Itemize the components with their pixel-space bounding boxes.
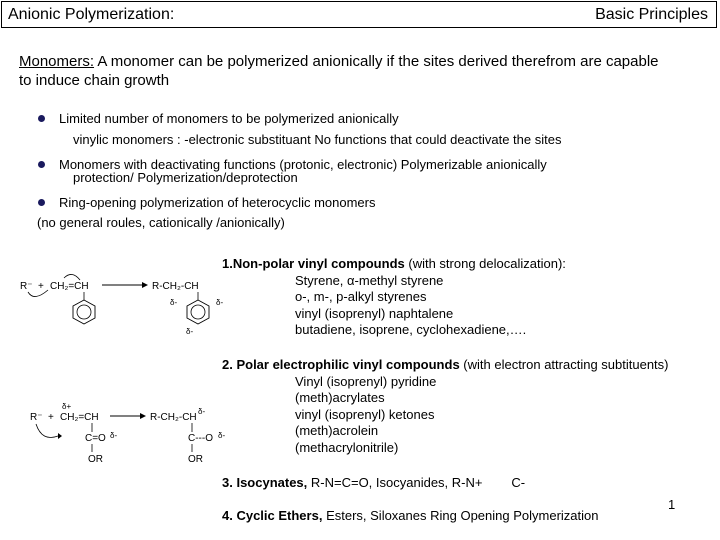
scheme2-delta-minus3: δ-	[218, 431, 226, 440]
acrylate-reaction-scheme	[28, 400, 238, 480]
monomer-item: vinyl (isoprenyl) ketones	[295, 406, 435, 422]
category-2-title: 2. Polar electrophilic vinyl compounds	[222, 357, 460, 372]
scheme2-monomer: CH₂=CH	[60, 412, 99, 423]
scheme1-delta1: δ-	[170, 298, 178, 307]
intro-paragraph	[19, 52, 669, 90]
category-4-note: Esters, Siloxanes Ring Opening Polymerization	[322, 508, 599, 523]
scheme2-delta-minus2: δ-	[198, 407, 206, 416]
scheme2-r: R⁻	[30, 412, 43, 423]
intro-label: Monomers:	[19, 53, 95, 70]
monomer-item: Vinyl (isoprenyl) pyridine	[295, 373, 437, 389]
scheme1-monomer: CH₂=CH	[50, 281, 89, 292]
monomer-item: (methacrylonitrile)	[295, 439, 399, 455]
bullet-3-line1: Ring-opening polymerization of heterocyclic monomers	[59, 195, 376, 210]
scheme2-plus: +	[48, 412, 54, 423]
scheme1-plus: +	[38, 281, 44, 292]
monomer-item: o-, m-, p-alkyl styrenes	[295, 289, 427, 304]
intro-text: A monomer can be polymerized anionically if the sites derived therefrom are capable to induce chain growth	[19, 53, 659, 89]
bullet-dot	[38, 115, 45, 122]
monomer-item: vinyl (isoprenyl) naphtalene	[295, 305, 454, 321]
scheme2-product: R-CH₂-CH	[150, 412, 197, 423]
category-3	[222, 475, 525, 492]
monomer-item: (meth)acrolein	[295, 423, 379, 438]
category-2-note: (with electron attracting subtituents)	[459, 357, 669, 372]
scheme2-or2: OR	[188, 454, 203, 465]
category-1-title: 1.Non-polar vinyl compounds	[222, 256, 405, 271]
slide-title: Anionic Polymerization:	[8, 6, 175, 23]
styrene-reaction-scheme	[18, 262, 228, 362]
scheme1-delta3: δ-	[186, 327, 194, 336]
category-2	[222, 357, 669, 456]
scheme1-r: R⁻	[20, 281, 33, 292]
monomer-item: Styrene, α-methyl styrene	[295, 272, 444, 288]
category-4-title: 4. Cyclic Ethers,	[222, 508, 323, 523]
scheme2-delta-plus: δ+	[62, 402, 72, 411]
bullet-3-line2: (no general roules, cationically /anionically)	[37, 215, 285, 230]
scheme2-or1: OR	[88, 454, 103, 465]
bullet-dot	[38, 199, 45, 206]
page-number: 1	[668, 497, 676, 512]
scheme2-delta-minus1: δ-	[110, 431, 118, 440]
scheme1-delta2: δ-	[216, 298, 224, 307]
scheme1-product: R-CH₂-CH	[152, 281, 199, 292]
bullet-2-line2: protection/ Polymerization/deprotection	[73, 170, 298, 185]
bullet-dot	[38, 161, 45, 168]
category-1-note: (with strong delocalization):	[404, 256, 566, 271]
slide-subtitle: Basic Principles	[595, 6, 708, 23]
category-4	[222, 508, 598, 525]
category-1	[222, 256, 566, 339]
bullet-2-line1: Monomers with deactivating functions (protonic, electronic) Polymerizable anionically	[59, 157, 547, 172]
scheme2-carbonyl2: C---O	[188, 433, 213, 444]
bullet-1-line2: vinylic monomers : -electronic substituant No functions that could deactivate the sites	[73, 132, 562, 147]
title-bar	[1, 1, 717, 28]
category-3-note: R-N=C=O, Isocyanides, R-N+ C-	[307, 475, 526, 490]
category-3-title: 3. Isocynates,	[222, 475, 308, 490]
monomer-item: butadiene, isoprene, cyclohexadiene,….	[295, 322, 527, 337]
bullet-1-line1: Limited number of monomers to be polymerized anionically	[59, 111, 399, 126]
scheme2-carbonyl: C=O	[85, 433, 106, 444]
monomer-item: (meth)acrylates	[295, 390, 385, 405]
